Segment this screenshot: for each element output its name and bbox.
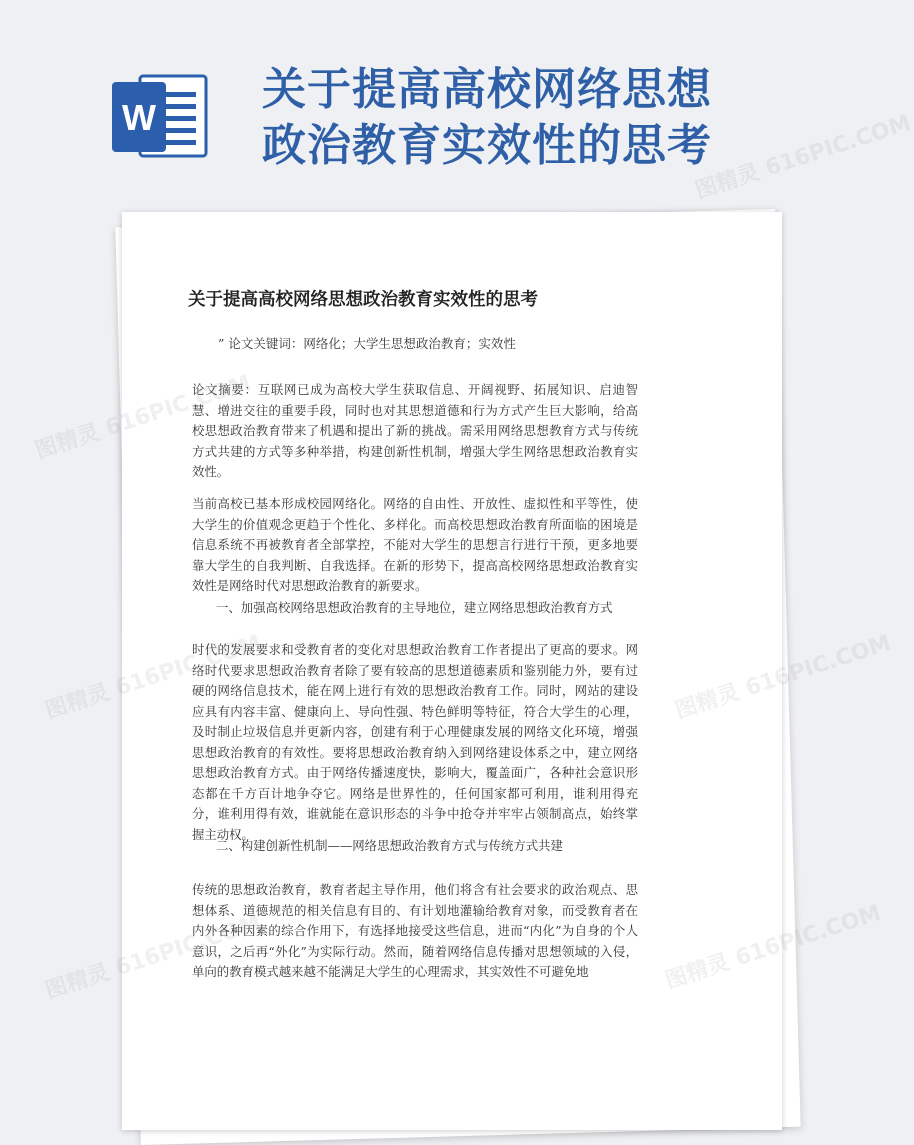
section-1-paragraph: 时代的发展要求和受教育者的变化对思想政治教育工作者提出了更高的要求。网络时代要求思想政治教育者除了要有较高的思想道德素质和鉴别能力外，要有过硬的网络信息技术，能在网上进行有效的思想政治教育工作。同时，网站的建设应具有内容丰富、健康向上、导向性强、特色鲜明等特征，符合大学生的心理，及时制止垃圾信息并更新内容，创建有利于心理健康发展的网络文化环境，增强思想政治教育的有效性。要将思想政治教育纳入到网络建设体系之中，建立网络思想政治教育方式。由于网络传播速度快，影响大，覆盖面广，各种社会意识形态都在千方百计地争夺它。网络是世界性的，任何国家都可利用，谁利用得充分，谁利用得有效，谁就能在意识形态的斗争中抢夺并牢牢占领制高点，始终掌握主动权。: [192, 642, 638, 842]
section-2-paragraph: 传统的思想政治教育，教育者起主导作用，他们将含有社会要求的政治观点、思想体系、道德规范的相关信息有目的、有计划地灌输给教育对象，而受教育者在内外各种因素的综合作用下，有选择地接受这些信息，进而“内化”为自身的个人意识，之后再“外化”为实际行动。然而，随着网络信息传播对思想领域的入侵，单向的教育模式越来越不能满足大学生的心理需求，其实效性不可避免地: [192, 882, 638, 979]
document-page: [122, 212, 782, 1130]
svg-text:W: W: [122, 97, 156, 138]
section-1-heading: 一、加强高校网络思想政治教育的主导地位，建立网络思想政治教育方式: [216, 600, 613, 615]
section-2-heading: 二、构建创新性机制——网络思想政治教育方式与传统方式共建: [216, 838, 563, 853]
watermark-text: 616PIC.COM: [732, 900, 885, 972]
document-title: 关于提高高校网络思想政治教育实效性的思考: [188, 290, 538, 310]
watermark-text: 图精灵: [32, 419, 103, 465]
watermark-text: 图精灵 616PIC.COM: [692, 110, 914, 205]
abstract-paragraph: 论文摘要：互联网已成为高校大学生获取信息、开阔视野、拓展知识、启迪智慧、增进交往的重要手段，同时也对其思想道德和行为方式产生巨大影响，给高校思想政治教育带来了机遇和提出了新的挑战。需采用网络思想教育方式与传统方式共建的方式等多种举措，构建创新性机制，增强大学生网络思想政治教育实效性。: [192, 382, 638, 479]
word-document-icon: [110, 72, 210, 160]
banner-title-line-1: 关于提高高校网络思想: [262, 64, 712, 115]
watermark-text: 616PIC.COM: [742, 630, 895, 702]
banner-title: [262, 62, 782, 174]
banner: [0, 0, 800, 205]
intro-paragraph: 当前高校已基本形成校园网络化。网络的自由性、开放性、虚拟性和平等性，使大学生的价值观念更趋于个性化、多样化。而高校思想政治教育所面临的困境是信息系统不再被教育者全部掌控，不能对大学生的思想言行进行干预，更多地要靠大学生的自我判断、自我选择。在新的形势下，提高高校网络思想政治教育实效性是网络时代对思想政治教育的新要求。: [192, 496, 638, 593]
watermark-text: 图精灵: [42, 679, 113, 725]
watermark-text: 图精灵: [42, 959, 113, 1005]
banner-title-line-2: 政治教育实效性的思考: [262, 120, 712, 171]
document-keywords: ” 论文关键词：网络化；大学生思想政治教育；实效性: [218, 336, 516, 351]
